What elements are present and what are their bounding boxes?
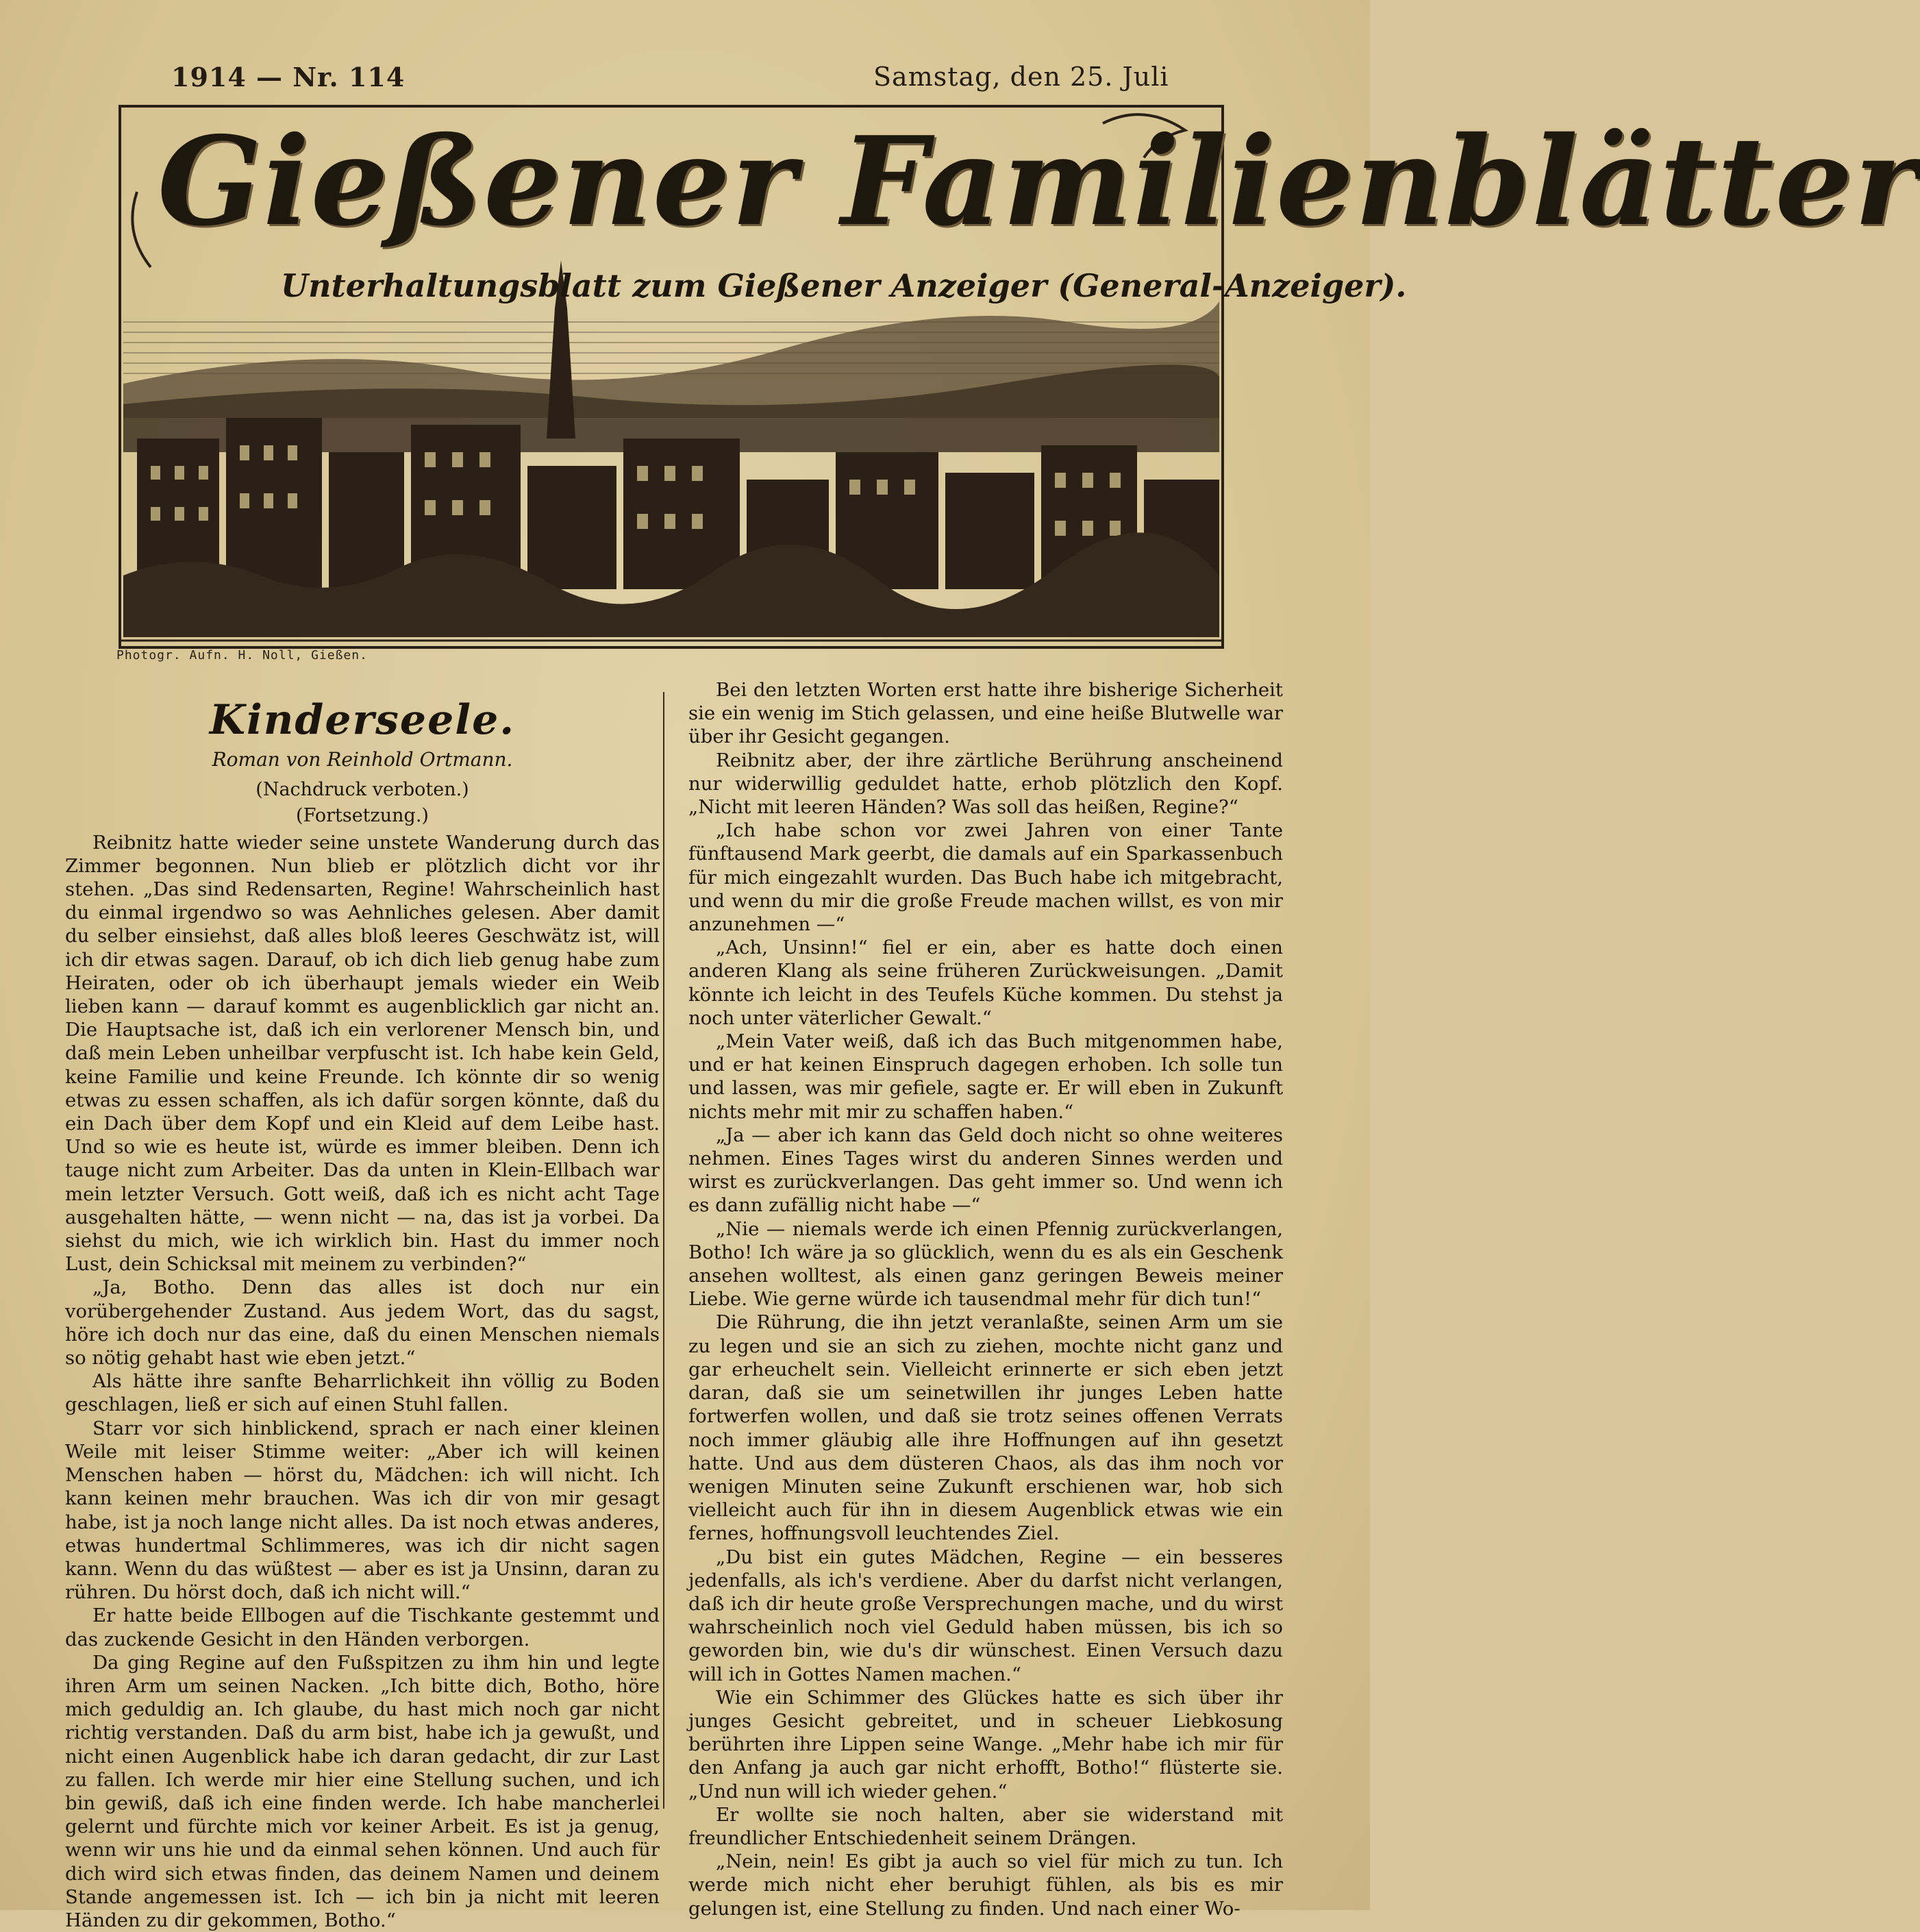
column-divider — [663, 692, 664, 1809]
column-left — [65, 692, 660, 1932]
paragraph: Reibnitz hatte wieder seine unstete Wanderung durch das Zimmer begonnen. Nun blieb er plötzlich dicht vor ihr stehen. „Das sind Redensarten, Regine! Wahrscheinlich hast du einmal irgendwo so was Aehnliches gelesen. Aber damit du selber einsiehst, daß alles bloß leeres Geschwätz ist, will ich dir etwas sagen. Darauf, ob ich dich lieb genug habe zum Heiraten, oder ob ich überhaupt jemals wieder ein Weib lieben kann — darauf kommt es augenblicklich gar nicht an. Die Hauptsache ist, daß ich ein verlorener Mensch bin, und daß mein Leben unheilbar verpfuscht ist. Ich habe kein Geld, keine Familie und keine Freunde. Ich könnte dir so wenig etwas zu essen schaffen, als ich dafür sorgen könnte, daß du ein Dach über dem Kopf und ein Kleid auf dem Leibe hast. Und so wie es heute ist, würde es immer bleiben. Denn ich tauge nicht zum Arbeiter. Das da unten in Klein-Ellbach war mein letzter Versuch. Gott weiß, daß ich es nicht acht Tage ausgehalten hätte, — wenn nicht — na, das ist ja vorbei. Da siehst du mich, wie ich wirklich bin. Hast du immer noch Lust, dein Schicksal mit meinem zu verbinden?“ — [65, 831, 660, 1276]
paragraph: Wie ein Schimmer des Glückes hatte es sich über ihr junges Gesicht gebreitet, und in scheuer Liebkosung berührten ihre Lippen seine Wange. „Mehr habe ich mir für den Anfang ja auch gar nicht erhofft, Botho!“ flüsterte sie. „Und nun will ich wieder gehen.“ — [688, 1686, 1283, 1803]
paragraph: Er wollte sie noch halten, aber sie widerstand mit freundlicher Entschiedenheit seinem Drängen. — [688, 1803, 1283, 1849]
issue-number: 1914 — Nr. 114 — [171, 62, 406, 92]
paragraph: „Ja — aber ich kann das Geld doch nicht so ohne weiteres nehmen. Eines Tages wirst du anderen Sinnes werden und wirst es zurückverlangen. Das geht immer so. Und wenn ich es dann zufällig nicht habe —“ — [688, 1124, 1283, 1217]
paragraph: Er hatte beide Ellbogen auf die Tischkante gestemmt und das zuckende Gesicht in den Händen verborgen. — [65, 1605, 660, 1650]
paragraph: Da ging Regine auf den Fußspitzen zu ihm hin und legte ihren Arm um seinen Nacken. „Ich bitte dich, Botho, höre mich geduldig an. Ich glaube, du hast mich noch gar nicht richtig verstanden. Daß du arm bist, habe ich ja gewußt, und nicht einen Augenblick habe ich daran gedacht, dir zur Last zu fallen. Ich werde mir hier eine Stellung suchen, und ich bin gewiß, daß ich eine finden werde. Ich habe mancherlei gelernt und fürchte mich vor keiner Arbeit. Es ist ja genug, wenn wir uns hie und da einmal sehen können. Und auch für dich wird sich etwas finden, das deinem Namen und deinem Stande angemessen ist. Ich — ich bin ja nicht mit leeren Händen zu dir gekommen, Botho.“ — [65, 1651, 660, 1931]
reprint-note: (Nachdruck verboten.) — [255, 779, 469, 801]
masthead-subtitle: Unterhaltungsblatt zum Gießener Anzeiger (General-Anzeiger). — [281, 267, 1407, 304]
masthead-title: Gießener Familienblätter — [158, 110, 1920, 253]
paragraph: „Nein, nein! Es gibt ja auch so viel für mich zu tun. Ich werde mich nicht eher beruhigt fühlen, als bis es mir gelungen ist, eine Stellung zu finden. Und nach einer Wo- — [688, 1850, 1283, 1920]
story-title: Kinderseele. — [209, 696, 516, 744]
paragraph: Als hätte ihre sanfte Beharrlichkeit ihn völlig zu Boden geschlagen, ließ er sich auf einen Stuhl fallen. — [65, 1370, 660, 1416]
paragraph: „Ich habe schon vor zwei Jahren von einer Tante fünftausend Mark geerbt, die damals auf ein Sparkassenbuch für mich eingezahlt wurden. Das Buch habe ich mitgebracht, und wenn du mir die große Freude machen willst, es von mir anzunehmen —“ — [688, 819, 1283, 936]
story-byline: Roman von Reinhold Ortmann. — [212, 748, 513, 771]
paragraph: „Nie — niemals werde ich einen Pfennig zurückverlangen, Botho! Ich wäre ja so glücklich, wenn du es als ein Geschenk ansehen wolltest, als einen ganz geringen Beweis meiner Liebe. Wie gerne würde ich tausendmal mehr für dich tun!“ — [688, 1217, 1283, 1311]
paragraph: Starr vor sich hinblickend, sprach er nach einer kleinen Weile mit leiser Stimme weiter: „Aber ich will keinen Menschen haben — hörst du, Mädchen: ich will nicht. Ich kann keinen mehr brauchen. Was ich dir von mir gesagt habe, ist ja noch lange nicht alles. Da ist noch etwas anderes, etwas hundertmal Schlimmeres, was ich dir nicht sagen kann. Wenn du das wüßtest — aber es ist ja Unsinn, daran zu rühren. Du hörst doch, daß ich nicht will.“ — [65, 1417, 660, 1604]
paragraph: „Ja, Botho. Denn das alles ist doch nur ein vorübergehender Zustand. Aus jedem Wort, das du sagst, höre ich doch nur das eine, daß du einen Menschen niemals so nötig gehabt hast wie eben jetzt.“ — [65, 1276, 660, 1370]
column-right — [688, 678, 1283, 1920]
issue-date: Samstag, den 25. Juli — [873, 62, 1169, 92]
photo-credit: Photogr. Aufn. H. Noll, Gießen. — [116, 648, 368, 662]
paragraph: „Ach, Unsinn!“ fiel er ein, aber es hatte doch einen anderen Klang als seine früheren Zurückweisungen. „Damit könnte ich leicht in des Teufels Küche kommen. Du stehst ja noch unter väterlicher Gewalt.“ — [688, 937, 1283, 1029]
paragraph: Reibnitz aber, der ihre zärtliche Berührung anscheinend nur widerwillig geduldet hatte, erhob plötzlich den Kopf. „Nicht mit leeren Händen? Was soll das heißen, Regine?“ — [688, 749, 1283, 819]
paragraph: Die Rührung, die ihn jetzt veranlaßte, seinen Arm um sie zu legen und sie an sich zu ziehen, mochte nicht ganz und gar erheuchelt sein. Vielleicht erinnerte er sich eben jetzt daran, daß sie um seinetwillen ihr junges Leben hatte fortwerfen wollen, und daß sie trotz seines offenen Verrats noch immer gläubig alle ihre Hoffnungen auf ihn gesetzt hatte. Und aus dem düsteren Chaos, als das ihm noch vor wenigen Minuten seine Zukunft erschienen war, hob sich vielleicht auch für ihn in diesem Augenblick etwas wie ein fernes, hoffnungsvoll leuchtendes Ziel. — [688, 1311, 1283, 1545]
paragraph: Bei den letzten Worten erst hatte ihre bisherige Sicherheit sie ein wenig im Stich gelassen, und eine heiße Blutwelle war über ihr Gesicht gegangen. — [688, 679, 1283, 748]
paragraph: „Mein Vater weiß, daß ich das Buch mitgenommen habe, und er hat keinen Einspruch dagegen erhoben. Ich solle tun und lassen, was mir gefiele, sagte er. Er will eben in Zukunft nichts mehr mit mir zu schaffen haben.“ — [688, 1030, 1283, 1123]
continuation-note: (Fortsetzung.) — [296, 805, 429, 827]
paragraph: „Du bist ein gutes Mädchen, Regine — ein besseres jedenfalls, als ich's verdiene. Aber du darfst nicht verlangen, daß ich dir heute große Versprechungen mache, und du wirst wahrscheinlich noch viel Geduld haben müssen, bis ich so geworden bin, wie du's dir wünschest. Einen Versuch dazu will ich in Gottes Namen machen.“ — [688, 1546, 1283, 1685]
masthead — [110, 96, 1920, 658]
